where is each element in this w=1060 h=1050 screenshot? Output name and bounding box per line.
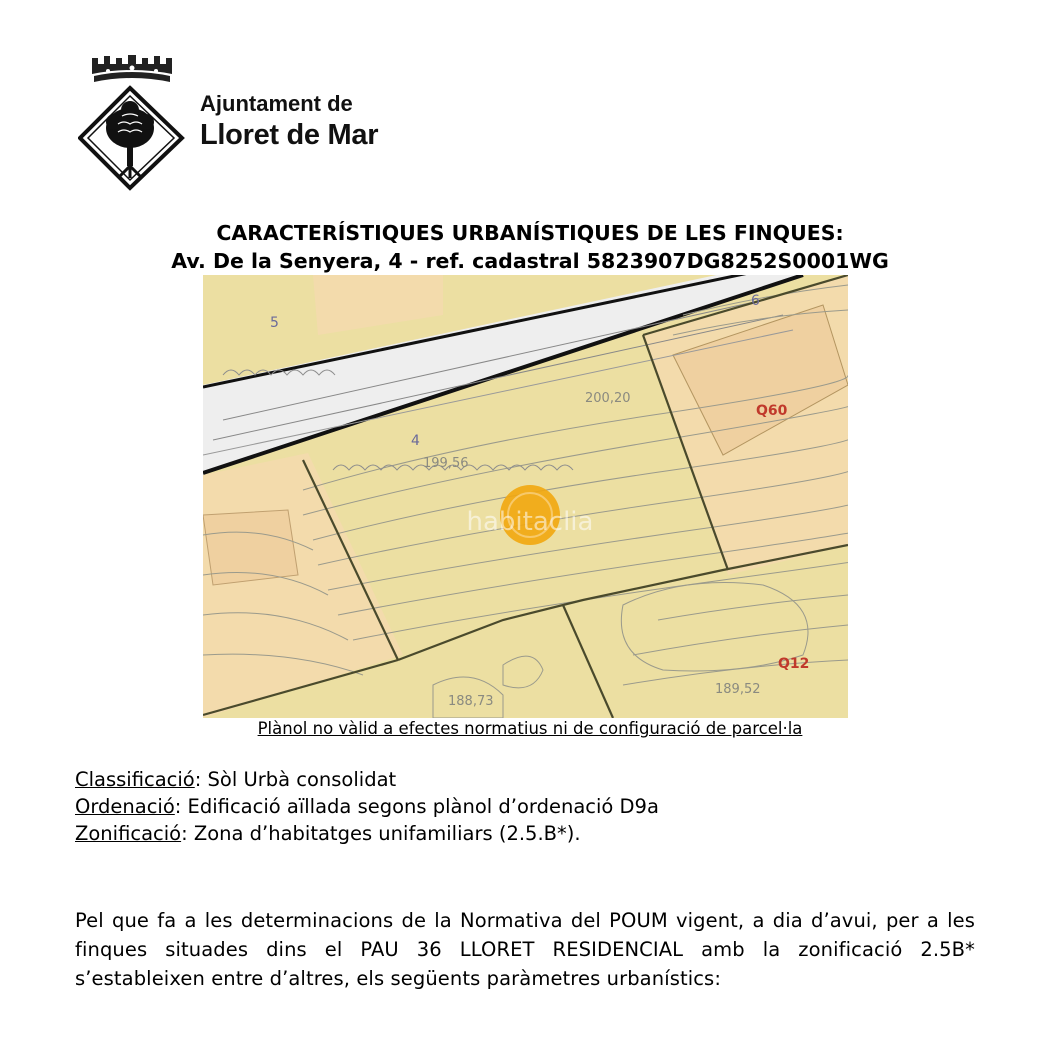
coat-of-arms-tree-icon — [78, 52, 188, 192]
property-value: : Sòl Urbà consolidat — [194, 768, 397, 791]
property-zoning — [75, 820, 659, 847]
label-parcel-4: 4 — [411, 433, 420, 449]
property-key: Ordenació — [75, 795, 175, 818]
property-classification — [75, 766, 659, 793]
org-name-line1: Ajuntament de — [200, 91, 353, 116]
cadastral-map — [203, 275, 848, 718]
urban-properties — [75, 766, 659, 847]
property-key: Classificació — [75, 768, 195, 791]
watermark-habitaclia: habitaclia — [466, 507, 594, 537]
map-disclaimer: Plànol no vàlid a efectes normatius ni de configuració de parcel·la — [257, 719, 803, 738]
label-elevation-188-73: 188,73 — [448, 694, 494, 709]
municipality-logo — [78, 52, 188, 192]
property-key: Zonificació — [75, 822, 182, 845]
label-parcel-6: 6 — [751, 293, 760, 309]
municipality-name — [200, 90, 378, 152]
label-zone-q12: Q12 — [778, 656, 810, 672]
label-parcel-5: 5 — [270, 315, 279, 331]
org-name-line2: Lloret de Mar — [200, 119, 379, 151]
property-value: : Zona d’habitatges unifamiliars (2.5.B*). — [181, 822, 581, 845]
label-zone-q60: Q60 — [756, 403, 788, 419]
property-ordering — [75, 793, 659, 820]
label-elevation-200-20: 200,20 — [585, 391, 631, 406]
label-elevation-199-56: 199,56 — [423, 456, 469, 471]
body-paragraph: Pel que fa a les determinacions de la Normativa del POUM vigent, a dia d’avui, per a les finques situades dins el PAU 36 LLORET RESIDENCIAL amb la zonificació 2.5B* s’estableixen entre d’altres, els següents paràmetres urbanístics: — [75, 909, 975, 990]
document-subtitle: Av. De la Senyera, 4 - ref. cadastral 5823907DG8252S0001WG — [171, 249, 889, 273]
document-title: CARACTERÍSTIQUES URBANÍSTIQUES DE LES FINQUES: — [216, 221, 844, 245]
label-elevation-189-52: 189,52 — [715, 682, 761, 697]
property-value: : Edificació aïllada segons plànol d’ordenació D9a — [174, 795, 659, 818]
